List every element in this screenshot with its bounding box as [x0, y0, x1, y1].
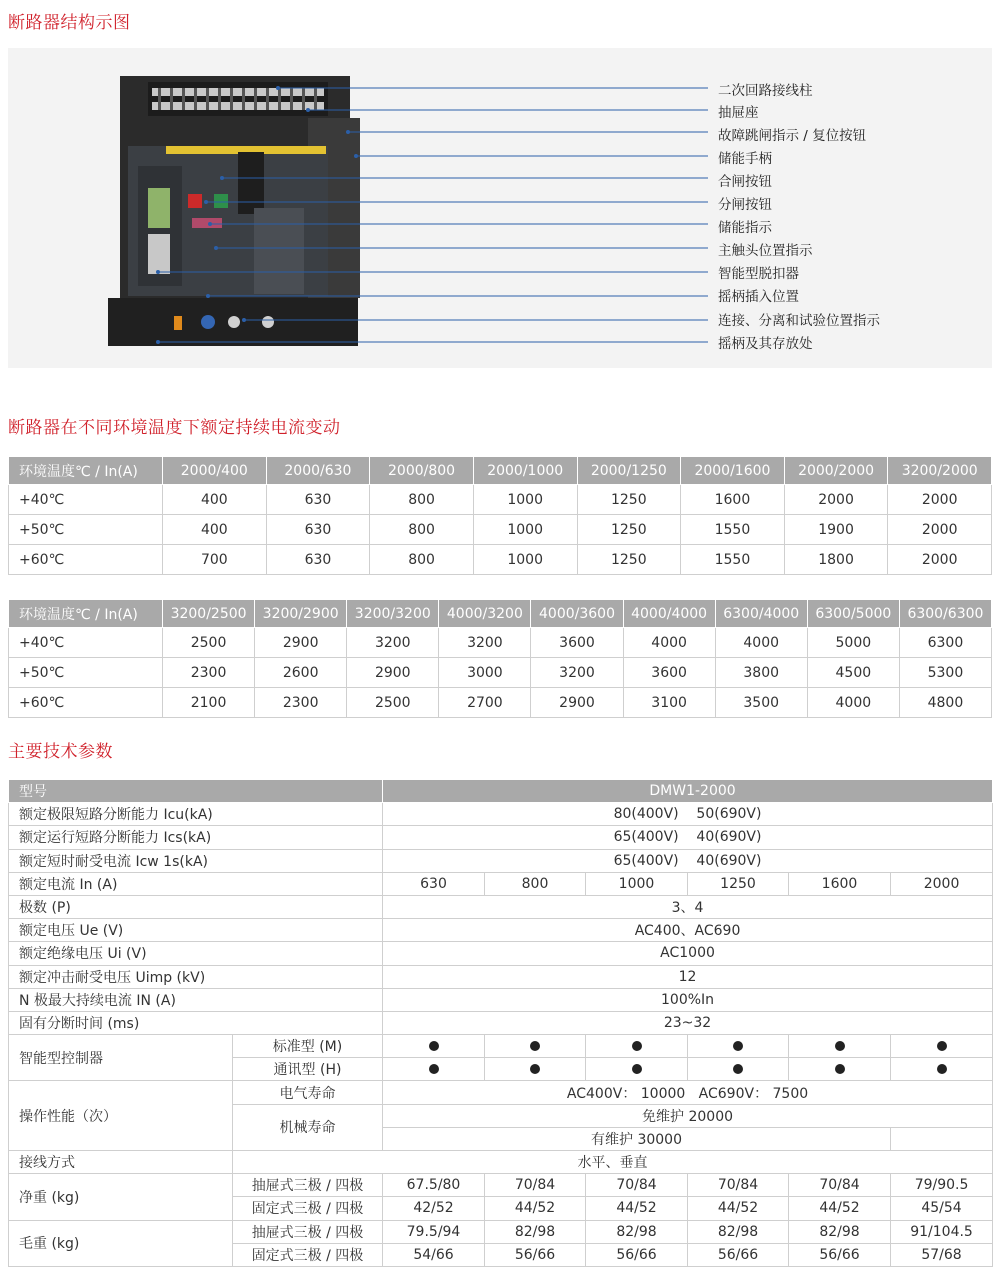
table-row: [9, 688, 992, 718]
row-label: 智能型控制器: [9, 1035, 233, 1081]
model-value: DMW1-2000: [383, 780, 993, 803]
cell: 2900: [531, 688, 623, 718]
section-title-specs: 主要技术参数: [8, 742, 113, 762]
header-cell: 3200/2500: [163, 600, 255, 628]
cell: 56/66: [789, 1243, 891, 1266]
cell: 6300: [899, 628, 991, 658]
header-cell: 2000/630: [266, 457, 370, 485]
cell: 65(400V) 40(690V): [383, 826, 993, 849]
header-cell: 6300/4000: [715, 600, 807, 628]
cell: 70/84: [485, 1174, 586, 1197]
cell: 630: [266, 515, 370, 545]
temperature-table-2: [8, 599, 992, 718]
cell: [688, 1035, 789, 1058]
cell: 1000: [473, 545, 577, 575]
cell: 400: [163, 515, 267, 545]
callout-label: 合闸按钮: [718, 174, 772, 190]
cell: 700: [163, 545, 267, 575]
header-cell: 2000/800: [370, 457, 474, 485]
sub-label: 通讯型 (H): [233, 1058, 383, 1081]
cell: 56/66: [586, 1243, 688, 1266]
cell: 3200: [531, 658, 623, 688]
cell: 1250: [577, 545, 681, 575]
row-label: +40℃: [9, 628, 163, 658]
cell: 2000: [784, 485, 888, 515]
cell: [383, 1035, 485, 1058]
cell: 1900: [784, 515, 888, 545]
sub-label: 抽屉式三极 / 四极: [233, 1174, 383, 1197]
dot-icon: [530, 1064, 540, 1074]
dot-icon: [429, 1041, 439, 1051]
header-cell: 2000/400: [163, 457, 267, 485]
row-label: 额定电流 In (A): [9, 872, 383, 895]
header-cell: 2000/1250: [577, 457, 681, 485]
row-label: 接线方式: [9, 1151, 233, 1174]
cell: 1000: [473, 485, 577, 515]
callout-label: 摇柄及其存放处: [718, 336, 813, 352]
header-cell: 2000/1000: [473, 457, 577, 485]
callout-label: 二次回路接线柱: [718, 83, 813, 99]
sub-label: 固定式三极 / 四极: [233, 1197, 383, 1220]
table-row: [9, 942, 993, 965]
cell: [485, 1058, 586, 1081]
row-label: 额定电压 Ue (V): [9, 919, 383, 942]
row-label: +50℃: [9, 658, 163, 688]
cell: 82/98: [586, 1220, 688, 1243]
cell: 1000: [586, 872, 688, 895]
header-cell: 4000/3200: [439, 600, 531, 628]
cell: [891, 1127, 993, 1150]
row-label: +40℃: [9, 485, 163, 515]
cell: 12: [383, 965, 993, 988]
cell: 79/90.5: [891, 1174, 993, 1197]
table-row: [9, 803, 993, 826]
model-label: 型号: [9, 780, 383, 803]
cell: [485, 1035, 586, 1058]
cell: 3200: [347, 628, 439, 658]
dot-icon: [937, 1064, 947, 1074]
dot-icon: [835, 1041, 845, 1051]
cell: 2100: [163, 688, 255, 718]
cell: [383, 1058, 485, 1081]
cell: 2900: [347, 658, 439, 688]
cell: 82/98: [789, 1220, 891, 1243]
cell: 1800: [784, 545, 888, 575]
table-row: [9, 658, 992, 688]
cell: 45/54: [891, 1197, 993, 1220]
cell: 2300: [255, 688, 347, 718]
header-cell: 环境温度℃ / In(A): [9, 457, 163, 485]
section-title-structure: 断路器结构示图: [8, 13, 131, 33]
cell: [586, 1035, 688, 1058]
cell: 4000: [715, 628, 807, 658]
cell: 1250: [688, 872, 789, 895]
structure-diagram: [8, 48, 992, 368]
header-cell: 2000/1600: [681, 457, 785, 485]
cell: 100%In: [383, 988, 993, 1011]
dot-icon: [632, 1041, 642, 1051]
cell: 4000: [807, 688, 899, 718]
cell: 800: [370, 545, 474, 575]
dot-icon: [530, 1041, 540, 1051]
row-label: 额定短时耐受电流 Icw 1s(kA): [9, 849, 383, 872]
cell: [586, 1058, 688, 1081]
cell: 82/98: [688, 1220, 789, 1243]
table-row: [9, 919, 993, 942]
cell: 3800: [715, 658, 807, 688]
callout-label: 连接、分离和试验位置指示: [718, 313, 880, 329]
callout-label: 摇柄插入位置: [718, 289, 799, 305]
table-row: [9, 872, 993, 895]
cell: 4800: [899, 688, 991, 718]
cell: 67.5/80: [383, 1174, 485, 1197]
cell: 23~32: [383, 1011, 993, 1034]
table-row: [9, 895, 993, 918]
header-cell: 4000/3600: [531, 600, 623, 628]
header-cell: 3200/2900: [255, 600, 347, 628]
row-label: 额定极限短路分断能力 Icu(kA): [9, 803, 383, 826]
header-cell: 2000/2000: [784, 457, 888, 485]
cell: 5000: [807, 628, 899, 658]
table-row: [9, 1174, 993, 1197]
cell: AC400V： 10000 AC690V： 7500: [383, 1081, 993, 1104]
sub-label: 电气寿命: [233, 1081, 383, 1104]
row-label: 毛重 (kg): [9, 1220, 233, 1266]
dot-icon: [937, 1041, 947, 1051]
cell: 1250: [577, 485, 681, 515]
table-row: [9, 628, 992, 658]
header-cell: 环境温度℃ / In(A): [9, 600, 163, 628]
cell: 5300: [899, 658, 991, 688]
cell: 1250: [577, 515, 681, 545]
temperature-table-1: [8, 456, 992, 575]
table-row: [9, 1035, 993, 1058]
row-label: 额定冲击耐受电压 Uimp (kV): [9, 965, 383, 988]
table-header-row: [9, 780, 993, 803]
cell: 2600: [255, 658, 347, 688]
cell: 1000: [473, 515, 577, 545]
cell: 2700: [439, 688, 531, 718]
section-title-temperature: 断路器在不同环境温度下额定持续电流变动: [8, 418, 341, 438]
cell: 3200: [439, 628, 531, 658]
cell: 56/66: [485, 1243, 586, 1266]
cell: 2300: [163, 658, 255, 688]
sub-label: 标准型 (M): [233, 1035, 383, 1058]
callout-label: 抽屉座: [718, 105, 759, 121]
table-row: [9, 1151, 993, 1174]
cell: 800: [370, 485, 474, 515]
cell: 82/98: [485, 1220, 586, 1243]
cell: 630: [383, 872, 485, 895]
table-row: [9, 849, 993, 872]
cell: 44/52: [789, 1197, 891, 1220]
table-row: [9, 545, 992, 575]
row-label: 操作性能（次）: [9, 1081, 233, 1151]
cell: 44/52: [485, 1197, 586, 1220]
cell: 54/66: [383, 1243, 485, 1266]
cell: 有维护 30000: [383, 1127, 891, 1150]
table-header-row: [9, 600, 992, 628]
sub-label: 机械寿命: [233, 1104, 383, 1150]
cell: 1550: [681, 515, 785, 545]
cell: 免维护 20000: [383, 1104, 993, 1127]
cell: 1600: [681, 485, 785, 515]
cell: 2500: [163, 628, 255, 658]
callout-label: 智能型脱扣器: [718, 266, 799, 282]
cell: 56/66: [688, 1243, 789, 1266]
cell: 3100: [623, 688, 715, 718]
table-row: [9, 1081, 993, 1104]
row-label: 额定绝缘电压 Ui (V): [9, 942, 383, 965]
row-label: +60℃: [9, 545, 163, 575]
cell: 2900: [255, 628, 347, 658]
cell: 70/84: [586, 1174, 688, 1197]
cell: 91/104.5: [891, 1220, 993, 1243]
cell: [789, 1035, 891, 1058]
cell: 800: [370, 515, 474, 545]
cell: 水平、垂直: [233, 1151, 993, 1174]
table-row: [9, 988, 993, 1011]
dot-icon: [632, 1064, 642, 1074]
cell: 80(400V) 50(690V): [383, 803, 993, 826]
cell: 630: [266, 545, 370, 575]
header-cell: 4000/4000: [623, 600, 715, 628]
row-label: N 极最大持续电流 IN (A): [9, 988, 383, 1011]
row-label: +50℃: [9, 515, 163, 545]
header-cell: 3200/2000: [888, 457, 992, 485]
cell: 2000: [888, 545, 992, 575]
cell: 2500: [347, 688, 439, 718]
cell: 44/52: [688, 1197, 789, 1220]
cell: 57/68: [891, 1243, 993, 1266]
cell: 2000: [888, 485, 992, 515]
cell: 4500: [807, 658, 899, 688]
sub-label: 抽屉式三极 / 四极: [233, 1220, 383, 1243]
table-row: [9, 515, 992, 545]
row-label: 极数 (P): [9, 895, 383, 918]
header-cell: 6300/6300: [899, 600, 991, 628]
cell: 65(400V) 40(690V): [383, 849, 993, 872]
callout-label: 储能手柄: [718, 151, 772, 167]
dot-icon: [429, 1064, 439, 1074]
header-cell: 6300/5000: [807, 600, 899, 628]
cell: 70/84: [688, 1174, 789, 1197]
row-label: +60℃: [9, 688, 163, 718]
dot-icon: [835, 1064, 845, 1074]
cell: 400: [163, 485, 267, 515]
cell: AC400、AC690: [383, 919, 993, 942]
cell: 4000: [623, 628, 715, 658]
cell: 2000: [891, 872, 993, 895]
row-label: 额定运行短路分断能力 Ics(kA): [9, 826, 383, 849]
cell: 79.5/94: [383, 1220, 485, 1243]
row-label: 固有分断时间 (ms): [9, 1011, 383, 1034]
cell: [789, 1058, 891, 1081]
dot-icon: [733, 1064, 743, 1074]
callout-label: 分闸按钮: [718, 197, 772, 213]
cell: 70/84: [789, 1174, 891, 1197]
row-label: 净重 (kg): [9, 1174, 233, 1220]
cell: 2000: [888, 515, 992, 545]
callout-label: 故障跳闸指示 / 复位按钮: [718, 128, 867, 144]
table-row: [9, 485, 992, 515]
cell: 3600: [623, 658, 715, 688]
cell: 3600: [531, 628, 623, 658]
sub-label: 固定式三极 / 四极: [233, 1243, 383, 1266]
cell: [891, 1058, 993, 1081]
cell: 800: [485, 872, 586, 895]
cell: 1600: [789, 872, 891, 895]
cell: 42/52: [383, 1197, 485, 1220]
table-row: [9, 1220, 993, 1243]
cell: 630: [266, 485, 370, 515]
cell: 3500: [715, 688, 807, 718]
cell: [891, 1035, 993, 1058]
table-header-row: [9, 457, 992, 485]
dot-icon: [733, 1041, 743, 1051]
header-cell: 3200/3200: [347, 600, 439, 628]
cell: [688, 1058, 789, 1081]
table-row: [9, 1011, 993, 1034]
cell: 44/52: [586, 1197, 688, 1220]
cell: AC1000: [383, 942, 993, 965]
table-row: [9, 826, 993, 849]
callout-label: 储能指示: [718, 220, 772, 236]
table-row: [9, 965, 993, 988]
cell: 1550: [681, 545, 785, 575]
callout-label: 主触头位置指示: [718, 243, 813, 259]
cell: 3、4: [383, 895, 993, 918]
specs-table: [8, 779, 993, 1267]
cell: 3000: [439, 658, 531, 688]
